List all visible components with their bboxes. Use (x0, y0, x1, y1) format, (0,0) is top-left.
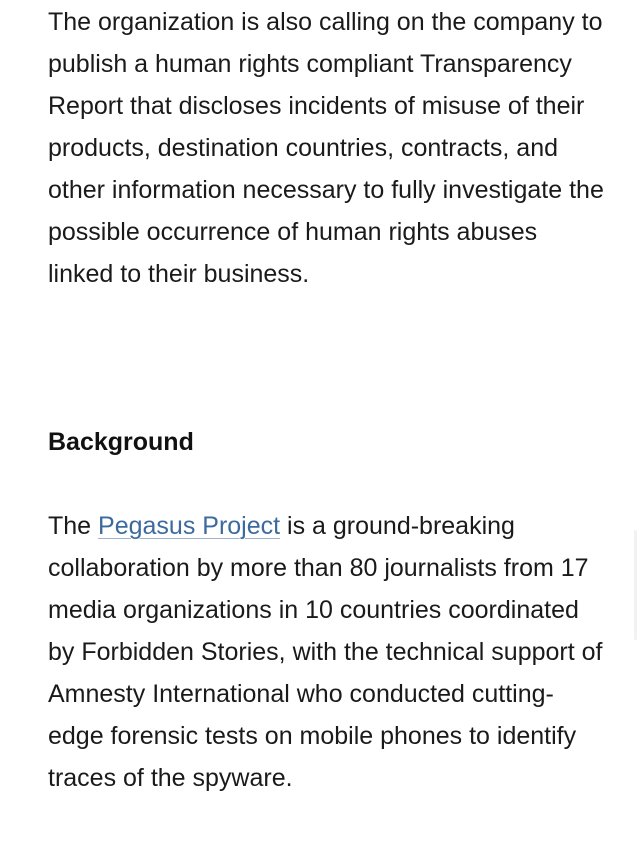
section-heading-background: Background (48, 428, 194, 456)
pegasus-project-link[interactable]: Pegasus Project (98, 512, 281, 540)
paragraph-lead-text: The (48, 512, 99, 540)
scrollbar-track[interactable] (634, 530, 637, 640)
paragraph-transparency-report: The organization is also calling on the company to publish a human rights compliant Transparency Report that discloses incidents of misuse of their products, destination countries, contracts, and other information necessary to fully investigate the possible occurrence of human rights abuses linked to their business. (48, 8, 604, 288)
paragraph-pegasus-project (48, 505, 608, 799)
paragraph-body-text: is a ground-breaking collaboration by more than 80 journalists from 17 media organizations in 10 countries coordinated by Forbidden Stories, with the technical support of Amnesty International who conducted cutting-edge forensic tests on mobile phones to identify traces of the spyware. (48, 512, 603, 792)
